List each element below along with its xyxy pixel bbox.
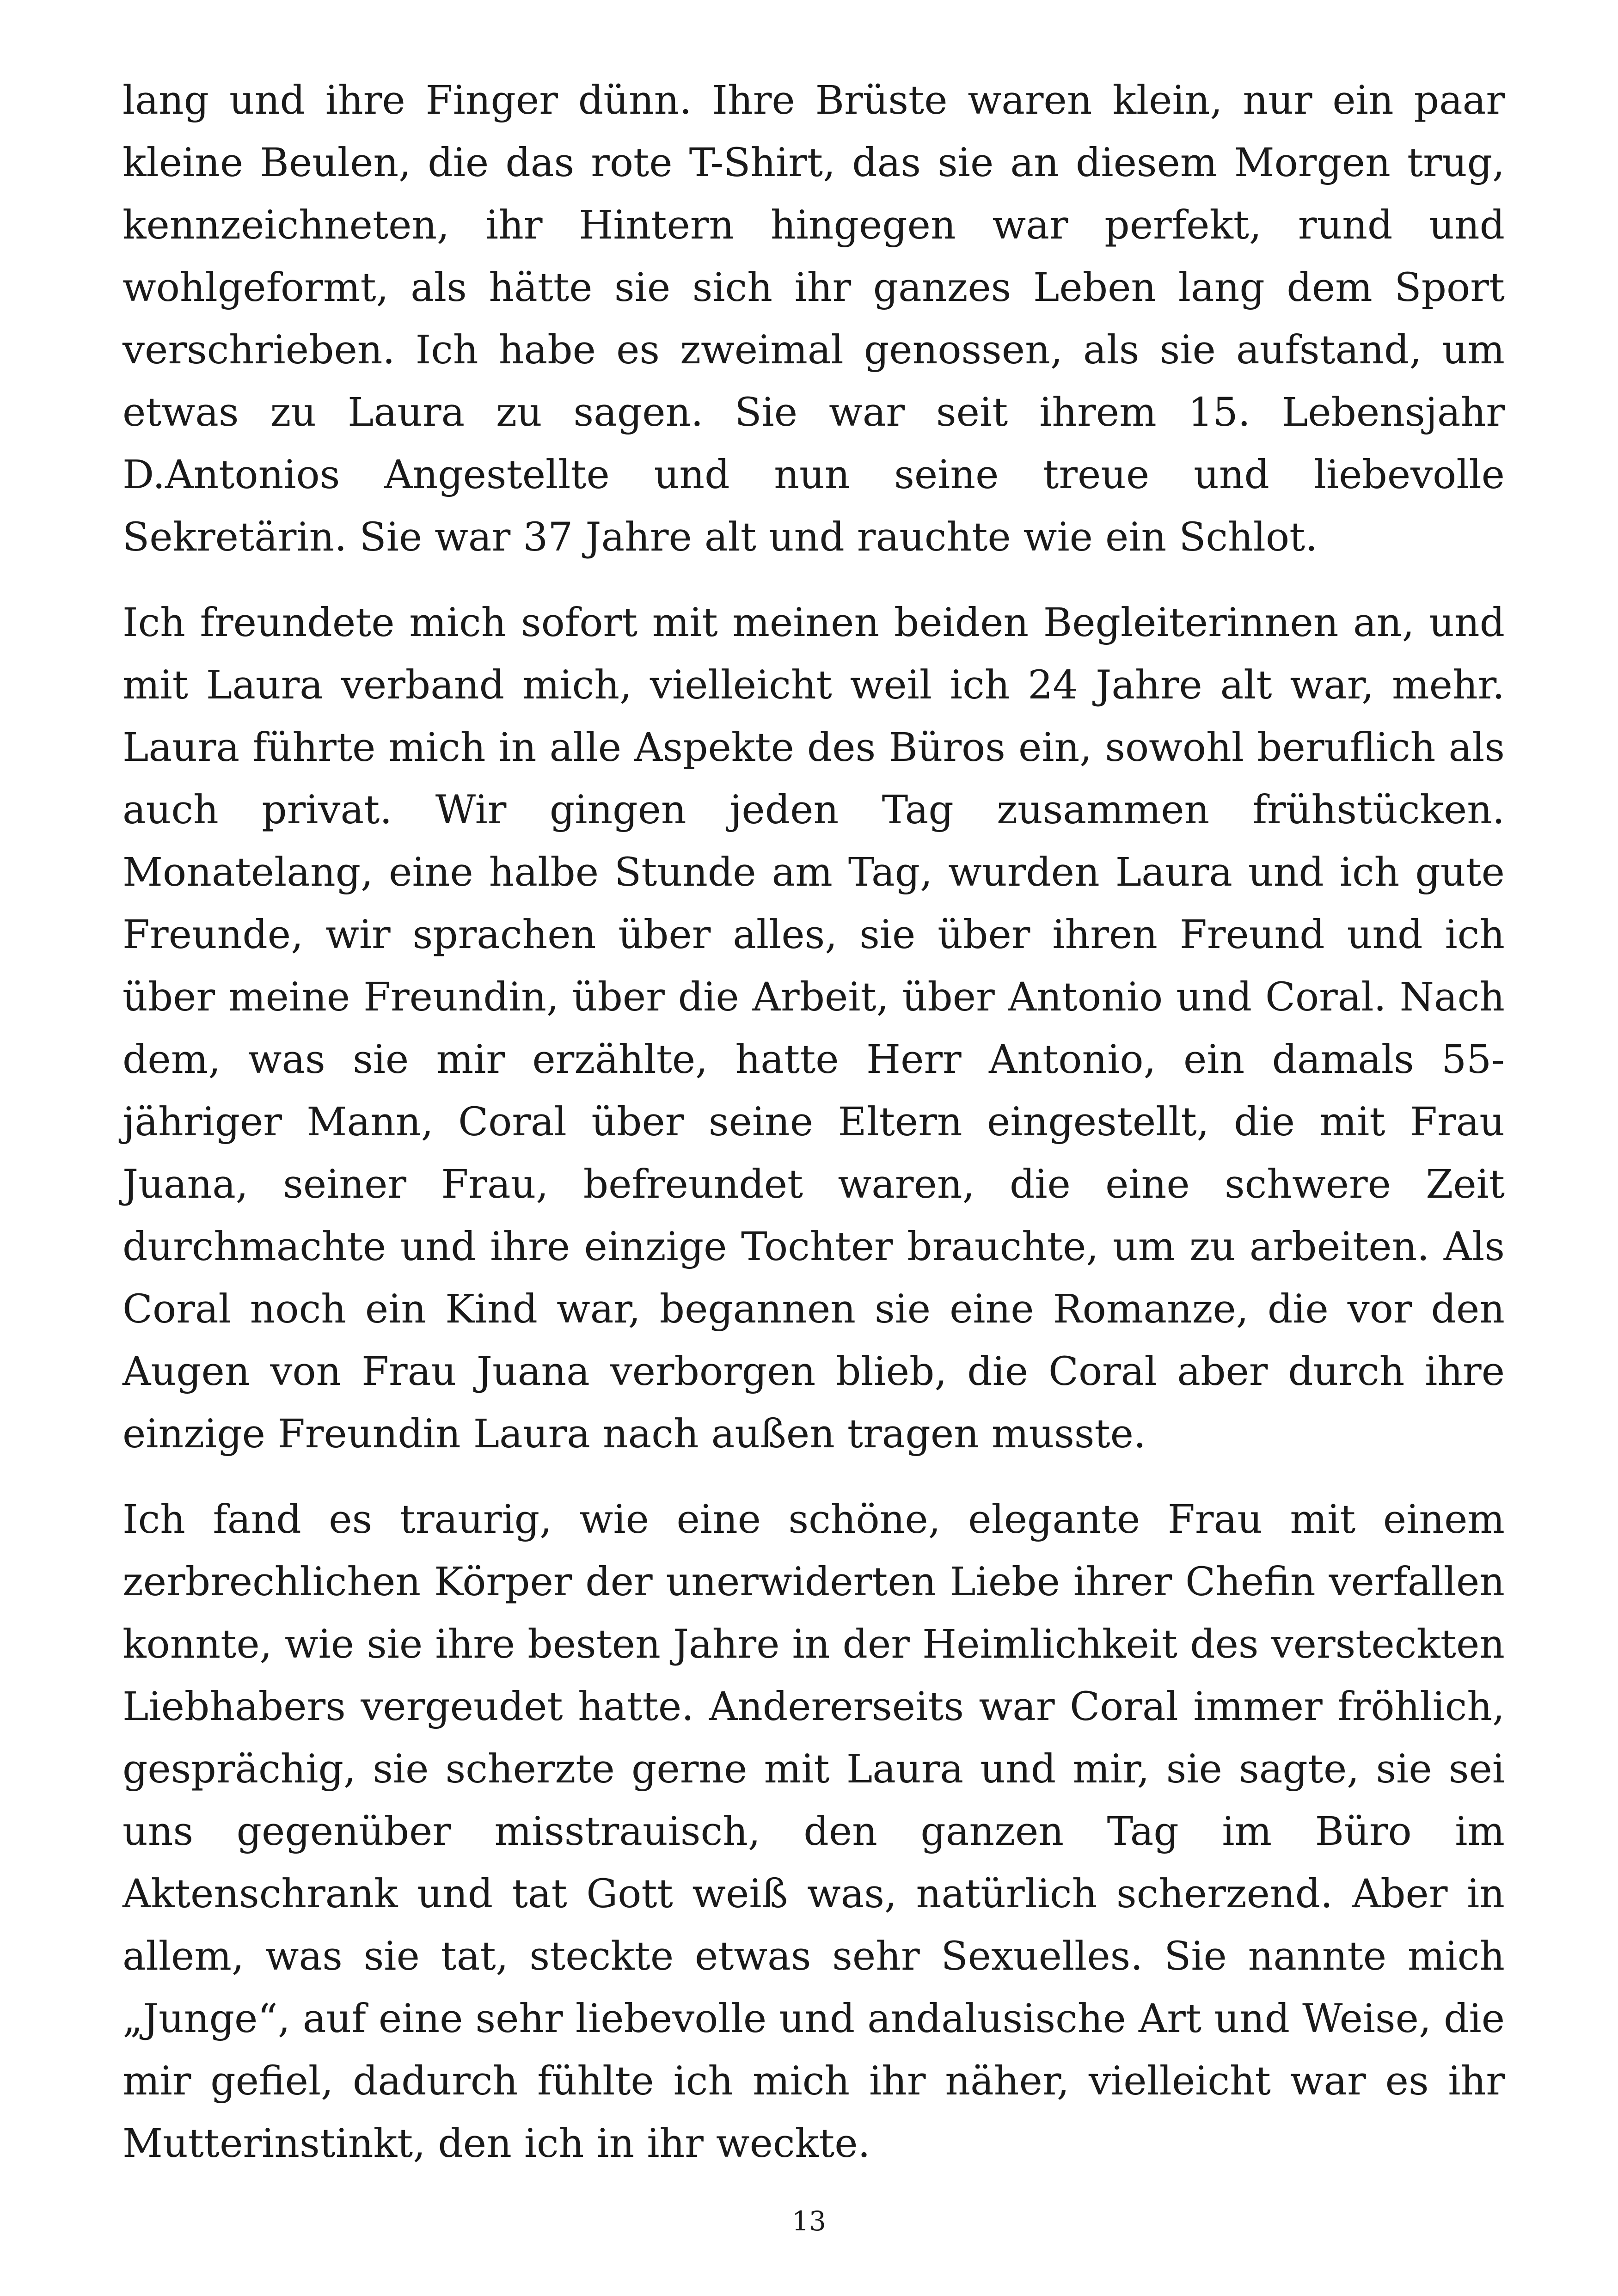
paragraph-2: Ich freundete mich sofort mit meinen beiden Begleiterinnen an, und mit Laura verband mich, vielleicht weil ich 24 Jahre alt war, mehr. Laura führte mich in alle Aspekte des Büros ein, sowohl beruflich als auch privat. Wir gingen jeden Tag zusammen frühstücken. Monatelang, eine halbe Stunde am Tag, wurden Laura und ich gute Freunde, wir sprachen über alles, sie über ihren Freund und ich über meine Freundin, über die Arbeit, über Antonio und Coral. Nach dem, was sie mir erzählte, hatte Herr Antonio, ein damals 55-jähriger Mann, Coral über seine Eltern eingestellt, die mit Frau Juana, seiner Frau, befreundet waren, die eine schwere Zeit durchmachte und ihre einzige Tochter brauchte, um zu arbeiten. Als Coral noch ein Kind war, begannen sie eine Romanze, die vor den Augen von Frau Juana verborgen blieb, die Coral aber durch ihre einzige Freundin Laura nach außen tragen musste.	[123, 600, 1505, 1457]
page-number: 13	[792, 2205, 826, 2237]
paragraph-3: Ich fand es traurig, wie eine schöne, elegante Frau mit einem zerbrechlichen Körper der unerwiderten Liebe ihrer Chefin verfallen konnte, wie sie ihre besten Jahre in der Heimlichkeit des versteckten Liebhabers vergeudet hatte. Andererseits war Coral immer fröhlich, gesprächig, sie scherzte gerne mit Laura und mir, sie sagte, sie sei uns gegenüber misstrauisch, den ganzen Tag im Büro im Aktenschrank und tat Gott weiß was, natürlich scherzend. Aber in allem, was sie tat, steckte etwas sehr Sexuelles. Sie nannte mich „Junge“, auf eine sehr liebevolle und andalusische Art und Weise, die mir gefiel, dadurch fühlte ich mich ihr näher, vielleicht war es ihr Mutterinstinkt, den ich in ihr weckte.	[123, 1497, 1505, 2167]
paragraph-1: lang und ihre Finger dünn. Ihre Brüste waren klein, nur ein paar kleine Beulen, die das rote T-Shirt, das sie an diesem Morgen trug, kennzeichneten, ihr Hintern hingegen war perfekt, rund und wohlgeformt, als hätte sie sich ihr ganzes Leben lang dem Sport verschrieben. Ich habe es zweimal genossen, als sie aufstand, um etwas zu Laura zu sagen. Sie war seit ihrem 15. Lebensjahr D.Antonios Angestellte und nun seine treue und liebevolle Sekretärin. Sie war 37 Jahre alt und rauchte wie ein Schlot.	[123, 78, 1505, 560]
document-body	[123, 69, 1505, 2175]
